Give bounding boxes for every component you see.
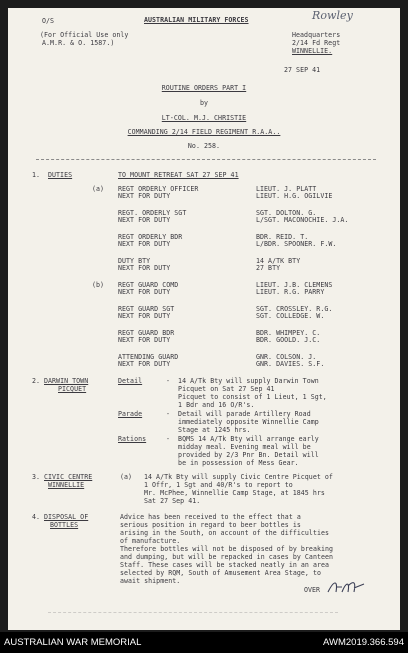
civic-line: 1 Offr, 1 Sgt and 40/R's to report to xyxy=(144,481,293,489)
over-label: OVER xyxy=(304,586,321,594)
duty-name-next: L/SGT. MACONOCHIE. J.A. xyxy=(256,216,349,224)
duty-next: NEXT FOR DUTY xyxy=(118,360,171,368)
duty-next: NEXT FOR DUTY xyxy=(118,312,171,320)
section-label-picquet-2: PICQUET xyxy=(58,385,87,393)
duty-role: REGT ORDERLY OFFICER xyxy=(118,185,199,193)
rations-line: midday meal. Evening meal will be xyxy=(166,443,311,451)
rations-line: provided by 2/3 Pnr Bn. Detail will xyxy=(166,451,319,459)
location-label: WINNELLIE. xyxy=(292,47,333,55)
duty-name-next: 27 BTY xyxy=(256,264,281,272)
faded-rule xyxy=(48,612,338,613)
duty-next: NEXT FOR DUTY xyxy=(118,240,171,248)
document-page xyxy=(8,8,400,630)
duty-name: SGT. DOLTON. G. xyxy=(256,209,317,217)
duty-role: REGT GUARD BDR xyxy=(118,329,175,337)
parade-line: Stage at 1245 hrs. xyxy=(166,426,251,434)
duty-next: NEXT FOR DUTY xyxy=(118,216,171,224)
duty-name: 14 A/TK BTY xyxy=(256,257,301,265)
section-number: 4. xyxy=(32,513,41,521)
bottles-line: of manufacture. xyxy=(120,537,181,545)
duty-name: LIEUT. J. PLATT xyxy=(256,185,317,193)
duty-next: NEXT FOR DUTY xyxy=(118,264,171,272)
section-number: 2. xyxy=(32,377,41,385)
subsection-marker: (a) xyxy=(120,473,133,481)
civic-line: 14 A/Tk Bty will supply Civic Centre Picquet of xyxy=(144,473,333,481)
section-label-bottles-2: BOTTLES xyxy=(50,521,79,529)
duty-role: REGT GUARD SGT xyxy=(118,305,175,313)
commander-name: LT-COL. M.J. CHRISTIE xyxy=(161,114,247,122)
parade-line: - Detail will parade Artillery Road xyxy=(166,410,311,418)
parade-label: Parade xyxy=(118,410,143,418)
bottles-line: Staff. These cases will be stacked neatly in an area xyxy=(120,561,330,569)
bottles-line: await shipment. xyxy=(120,577,181,585)
bottles-line: selected by RQM, South of Amusement Area Stage, to xyxy=(120,569,321,577)
subsection-marker: (a) xyxy=(92,185,105,193)
detail-line: 1 Bdr and 16 O/R's. xyxy=(166,401,255,409)
duty-role: DUTY BTY xyxy=(118,257,151,265)
bottles-line: Therefore bottles will not be disposed of by breaking xyxy=(120,545,334,553)
duty-name-next: LIEUT. R.G. PARRY xyxy=(256,288,325,296)
duty-name-next: SGT. COLLEDGE. W. xyxy=(256,312,325,320)
document-date: 27 SEP 41 xyxy=(284,66,321,74)
archive-footer xyxy=(0,632,408,653)
orders-title: ROUTINE ORDERS PART I xyxy=(161,84,247,92)
duty-name: LIEUT. J.B. CLEMENS xyxy=(256,281,333,289)
duty-next: NEXT FOR DUTY xyxy=(118,288,171,296)
duty-next: NEXT FOR DUTY xyxy=(118,192,171,200)
command-line: COMMANDING 2/14 FIELD REGIMENT R.A.A.. xyxy=(127,128,281,136)
bottles-line: serious position in regard to beer bottles is xyxy=(120,521,301,529)
section-number: 3. xyxy=(32,473,41,481)
subsection-marker: (b) xyxy=(92,281,105,289)
duty-name-next: GNR. DAVIES. S.F. xyxy=(256,360,325,368)
archive-source: AUSTRALIAN WAR MEMORIAL xyxy=(4,637,142,648)
archive-id: AWM2019.366.594 xyxy=(323,637,404,648)
bottles-line: arising in the South, on account of the difficulties xyxy=(120,529,330,537)
detail-line: Picquet to consist of 1 Lieut, 1 Sgt, xyxy=(166,393,327,401)
duty-name-next: L/BDR. SPOONER. F.W. xyxy=(256,240,337,248)
duty-name: GNR. COLSON. J. xyxy=(256,353,317,361)
duty-role: REGT GUARD COMD xyxy=(118,281,179,289)
section-label-bottles: DISPOSAL OF xyxy=(44,513,89,521)
bottles-line: Advice has been received to the effect that a xyxy=(120,513,301,521)
section-label-civic: CIVIC CENTRE xyxy=(44,473,93,481)
bottles-line: and dumping, but will be repacked in cases by Canteen xyxy=(120,553,334,561)
section-label-duties: DUTIES xyxy=(48,171,73,179)
section-divider xyxy=(36,159,376,160)
document-header-title: AUSTRALIAN MILITARY FORCES xyxy=(144,16,249,24)
duties-heading: TO MOUNT RETREAT SAT 27 SEP 41 xyxy=(118,171,239,179)
civic-line: Mr. McPhee, Winnellie Camp Stage, at 1845 hrs xyxy=(144,489,325,497)
parade-line: immediately opposite Winnellie Camp xyxy=(166,418,319,426)
duty-name-next: LIEUT. H.G. OGILVIE xyxy=(256,192,333,200)
classification-mark: O/S xyxy=(42,17,55,25)
duty-role: ATTENDING GUARD xyxy=(118,353,179,361)
duty-next: NEXT FOR DUTY xyxy=(118,336,171,344)
official-use-note: (For Official Use only xyxy=(40,31,129,39)
rations-line: - BQMS 14 A/Tk Bty will arrange early xyxy=(166,435,319,443)
duty-name-next: BDR. GOOLD. J.C. xyxy=(256,336,321,344)
order-number: No. 258. xyxy=(187,142,221,150)
civic-line: Sat 27 Sep 41. xyxy=(144,497,201,505)
duty-name: BDR. REID. T. xyxy=(256,233,309,241)
duty-name: SGT. CROSSLEY. R.G. xyxy=(256,305,333,313)
duty-role: REGT. ORDERLY SGT xyxy=(118,209,187,217)
detail-line: Picquet on Sat 27 Sep 41 xyxy=(166,385,275,393)
official-use-reference: A.M.R. & O. 1587.) xyxy=(42,39,115,47)
signature-initials xyxy=(326,578,366,596)
duty-role: REGT ORDERLY BDR xyxy=(118,233,183,241)
section-label-picquet: DARWIN TOWN xyxy=(44,377,89,385)
detail-line: - 14 A/Tk Bty will supply Darwin Town xyxy=(166,377,319,385)
unit-label: 2/14 Fd Regt xyxy=(292,39,341,47)
section-number: 1. xyxy=(32,171,41,179)
duty-name: BDR. WHIMPEY. C. xyxy=(256,329,321,337)
headquarters-label: Headquarters xyxy=(292,31,341,39)
section-label-civic-2: WINNELLIE xyxy=(48,481,85,489)
rations-line: be in possession of Mess Gear. xyxy=(166,459,299,467)
rations-label: Rations xyxy=(118,435,147,443)
handwritten-note: Rowley xyxy=(312,9,353,22)
orders-by: by xyxy=(199,99,209,107)
detail-label: Detail xyxy=(118,377,143,385)
